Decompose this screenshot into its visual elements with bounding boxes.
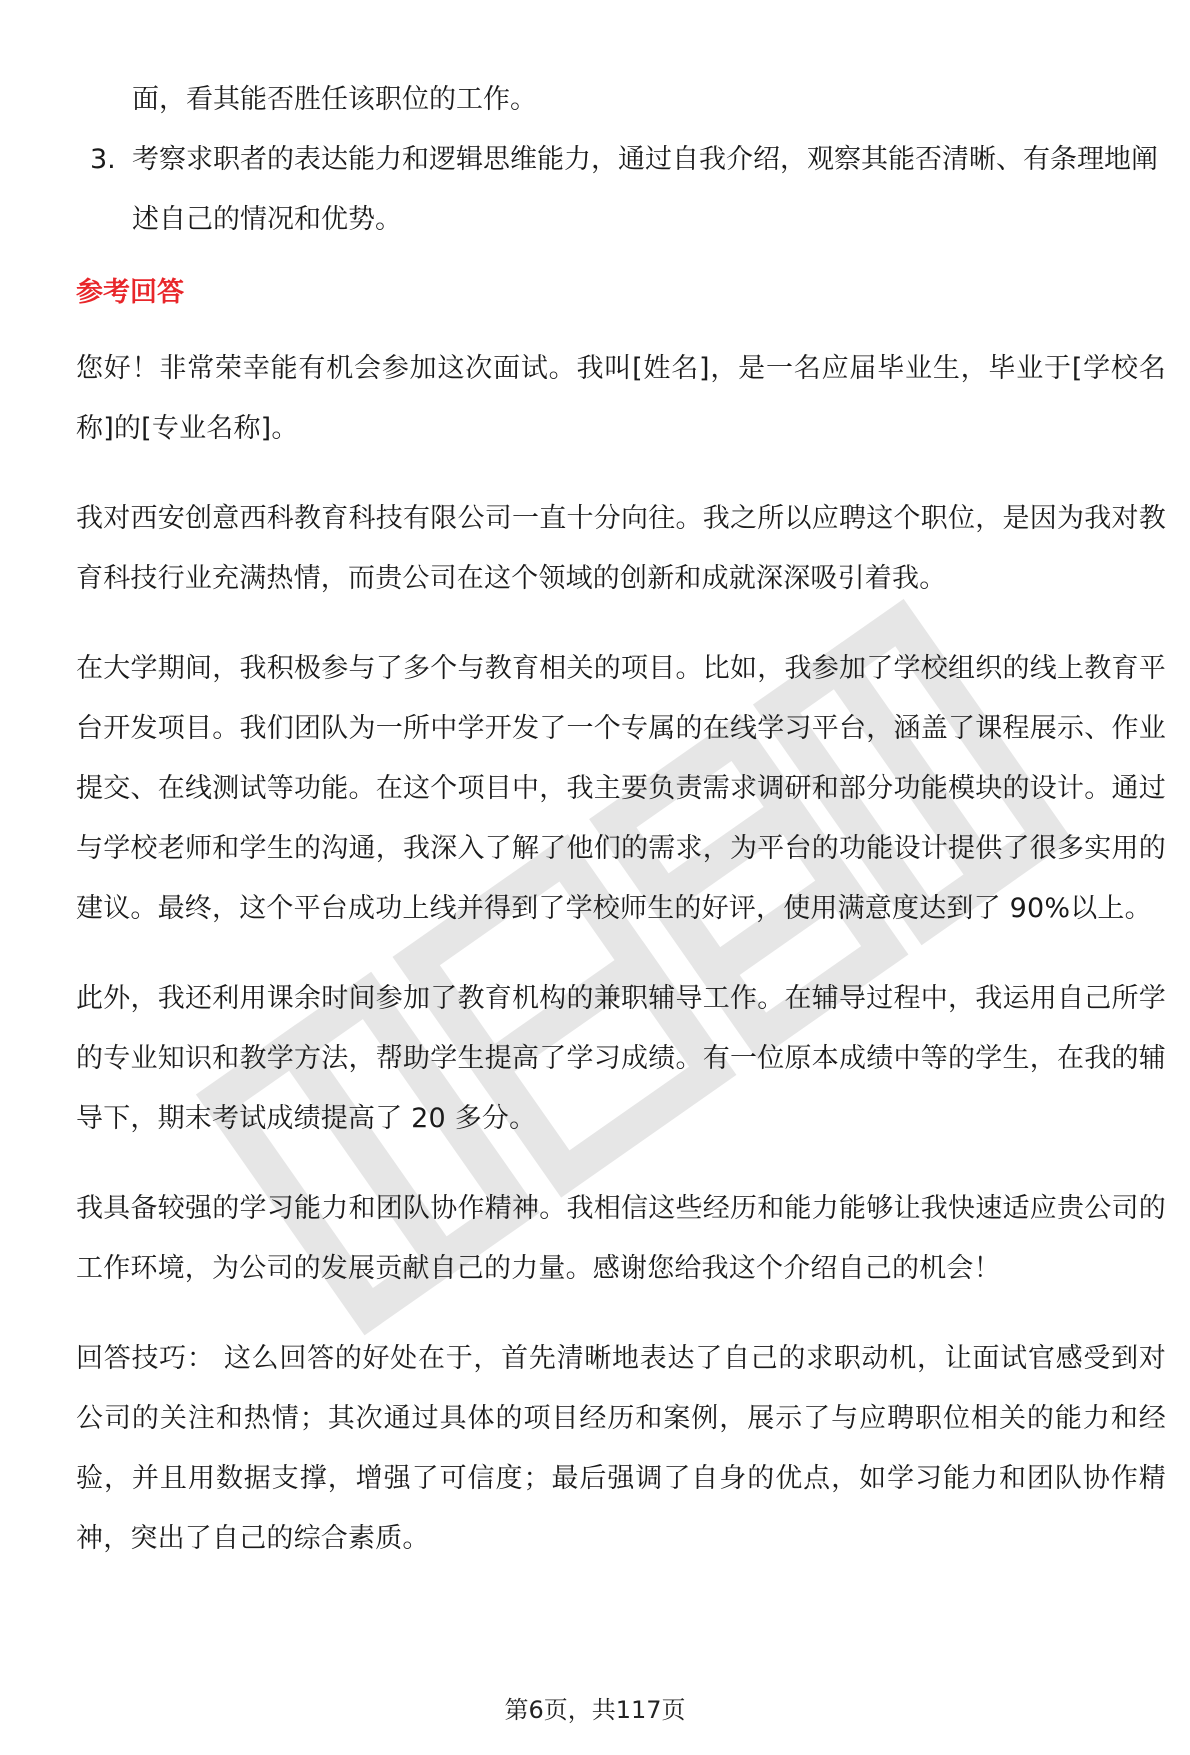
paragraph-project: 在大学期间，我积极参与了多个与教育相关的项目。比如，我参加了学校组织的线上教育平台开发项目。我们团队为一所中学开发了一个专属的在线学习平台，涵盖了课程展示、作业提交、在线测试等功能。在这个项目中，我主要负责需求调研和部分功能模块的设计。通过与学校老师和学生的沟通，我深入了解了他们的需求，为平台的功能设计提供了很多实用的建议。最终，这个平台成功上线并得到了学校师生的好评，使用满意度达到了 90%以上。 xyxy=(76,653,1166,924)
list-text: 考察求职者的表达能力和逻辑思维能力，通过自我介绍，观察其能否清晰、有条理地阐述自己的情况和优势。 xyxy=(132,144,1158,235)
paragraph-greeting: 您好！非常荣幸能有机会参加这次面试。我叫[姓名]，是一名应届毕业生，毕业于[学校名称]的[专业名称]。 xyxy=(76,353,1166,444)
list-item-continuation: 面，看其能否胜任该职位的工作。 xyxy=(132,84,537,115)
paragraph-closing: 我具备较强的学习能力和团队协作精神。我相信这些经历和能力能够让我快速适应贵公司的工作环境，为公司的发展贡献自己的力量。感谢您给我这个介绍自己的机会！ xyxy=(76,1193,1166,1284)
paragraph-motivation: 我对西安创意西科教育科技有限公司一直十分向往。我之所以应聘这个职位，是因为我对教育科技行业充满热情，而贵公司在这个领域的创新和成就深深吸引着我。 xyxy=(76,503,1166,594)
paragraph-tips: 回答技巧： 这么回答的好处在于，首先清晰地表达了自己的求职动机，让面试官感受到对公司的关注和热情；其次通过具体的项目经历和案例，展示了与应聘职位相关的能力和经验，并且用数据支撑，增强了可信度；最后强调了自身的优点，如学习能力和团队协作精神，突出了自己的综合素质。 xyxy=(76,1343,1166,1554)
section-heading: 参考回答 xyxy=(76,277,184,308)
list-item-3 xyxy=(76,130,1166,250)
document-body xyxy=(76,70,1166,1599)
page-footer: 第6页，共117页 xyxy=(504,1696,686,1724)
list-number: 3. xyxy=(90,144,116,175)
paragraph-tutoring: 此外，我还利用课余时间参加了教育机构的兼职辅导工作。在辅导过程中，我运用自己所学的专业知识和教学方法，帮助学生提高了学习成绩。有一位原本成绩中等的学生，在我的辅导下，期末考试成绩提高了 20 多分。 xyxy=(76,983,1166,1134)
